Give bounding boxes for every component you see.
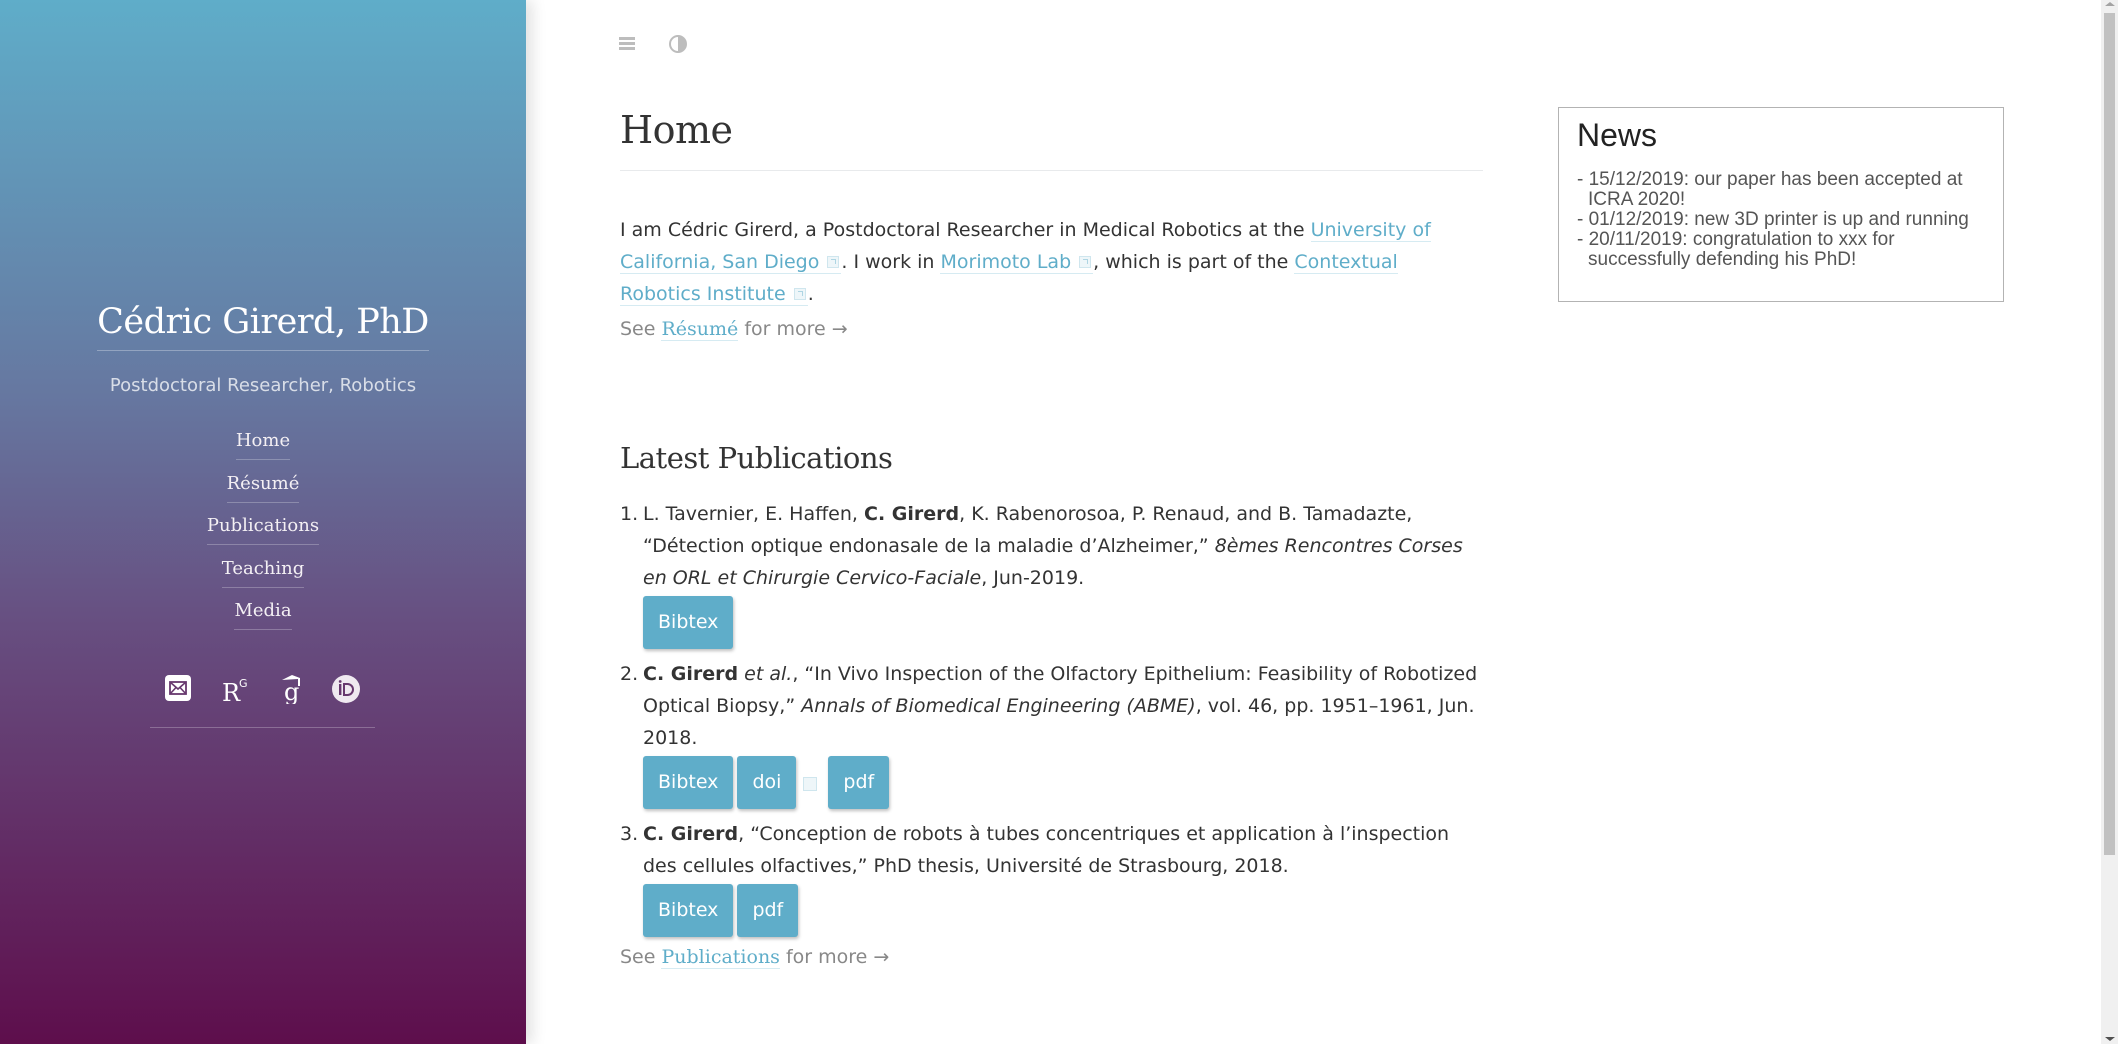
social-links bbox=[150, 671, 375, 728]
sidebar bbox=[0, 0, 526, 1044]
see-publications bbox=[620, 946, 889, 968]
see-resume bbox=[620, 318, 848, 340]
publication-item bbox=[620, 498, 1483, 649]
site-subtitle: Postdoctoral Researcher, Robotics bbox=[109, 375, 417, 396]
for-more-text: for more → bbox=[779, 946, 890, 968]
svg-text:R: R bbox=[222, 679, 241, 704]
researchgate-icon[interactable] bbox=[221, 674, 251, 704]
sidebar-item-media[interactable] bbox=[0, 598, 526, 641]
authors: L. Tavernier, E. Haffen, bbox=[643, 503, 864, 525]
menu-icon[interactable] bbox=[618, 34, 638, 54]
external-link-icon bbox=[794, 288, 806, 300]
scroll-up-arrow-icon[interactable] bbox=[2105, 2, 2115, 6]
for-more-text: for more → bbox=[738, 318, 848, 340]
pub-date: , Jun-2019. bbox=[981, 567, 1085, 589]
site-title[interactable]: Cédric Girerd, PhD bbox=[97, 302, 429, 351]
morimoto-lab-link-text[interactable]: Morimoto Lab bbox=[940, 251, 1072, 273]
nav-label[interactable]: Teaching bbox=[222, 556, 305, 588]
intro-text: I am Cédric Girerd, a Postdoctoral Researcher in Medical Robotics at the bbox=[620, 219, 1311, 241]
contrast-icon[interactable] bbox=[668, 34, 688, 54]
svg-text:G: G bbox=[239, 677, 248, 690]
nav-label[interactable]: Publications bbox=[207, 513, 319, 545]
sidebar-item-home[interactable] bbox=[0, 428, 526, 471]
pdf-button[interactable]: pdf bbox=[737, 884, 798, 937]
bibtex-button[interactable]: Bibtex bbox=[643, 596, 733, 649]
publication-actions bbox=[643, 756, 1483, 809]
pdf-button[interactable]: pdf bbox=[828, 756, 889, 809]
venue: Annals of Biomedical Engineering (ABME) bbox=[801, 695, 1196, 717]
publications-link[interactable]: Publications bbox=[661, 946, 780, 968]
item-number: 2. bbox=[620, 663, 639, 685]
intro-text: . I work in bbox=[841, 251, 941, 273]
item-number: 1. bbox=[620, 503, 639, 525]
publication-actions bbox=[643, 596, 1483, 649]
news-box bbox=[1558, 107, 2004, 302]
venue: 8èmes Rencontres Corses en ORL et Chirurgie Cervico-Faciale bbox=[643, 535, 1463, 589]
publication-actions bbox=[643, 884, 1483, 937]
nav-label[interactable]: Media bbox=[234, 598, 291, 630]
pub-title: , “Conception de robots à tubes concentriques et application à l’inspection des cellules olfactives,” PhD thesis, Université de Strasbourg, 2018. bbox=[643, 823, 1450, 877]
scrollbar-thumb[interactable] bbox=[2104, 13, 2115, 855]
cri-link-text[interactable]: Contextual Robotics Institute bbox=[620, 251, 1398, 305]
email-icon[interactable] bbox=[164, 674, 194, 704]
nav-label[interactable]: Résumé bbox=[227, 471, 300, 503]
item-number: 3. bbox=[620, 823, 639, 845]
site-title-wrap bbox=[0, 302, 526, 351]
external-link-icon bbox=[1079, 256, 1091, 268]
intro-text: , which is part of the bbox=[1093, 251, 1295, 273]
news-item: - 15/12/2019: our paper has been accepted at ICRA 2020! bbox=[1577, 169, 1963, 210]
sidebar-item-publications[interactable] bbox=[0, 513, 526, 556]
publication-list bbox=[620, 498, 1483, 946]
see-text: See bbox=[620, 946, 662, 968]
et-al: et al. bbox=[744, 663, 793, 685]
google-scholar-icon[interactable] bbox=[278, 674, 308, 704]
pub-date: , vol. 46, pp. 1951–1961, Jun. 2018. bbox=[643, 695, 1475, 749]
news-list bbox=[1577, 170, 1987, 270]
sidebar-item-resume[interactable] bbox=[0, 471, 526, 514]
intro-text: . bbox=[807, 283, 814, 305]
scrollbar[interactable] bbox=[2101, 0, 2118, 1044]
author-highlight: C. Girerd bbox=[643, 823, 739, 845]
doi-button[interactable]: doi bbox=[737, 756, 796, 809]
orcid-icon[interactable] bbox=[331, 674, 361, 704]
author-highlight: C. Girerd bbox=[864, 503, 960, 525]
see-text: See bbox=[620, 318, 662, 340]
latest-publications-heading: Latest Publications bbox=[620, 441, 893, 475]
sidebar-nav bbox=[0, 428, 526, 641]
nav-label[interactable]: Home bbox=[236, 428, 290, 460]
news-title: News bbox=[1577, 117, 1658, 153]
external-link-icon bbox=[827, 256, 839, 268]
intro-paragraph bbox=[620, 214, 1483, 310]
bibtex-button[interactable]: Bibtex bbox=[643, 884, 733, 937]
news-item: - 01/12/2019: new 3D printer is up and running bbox=[1577, 209, 1969, 230]
resume-link[interactable]: Résumé bbox=[661, 318, 739, 340]
publication-item bbox=[620, 658, 1483, 809]
pub-title: , K. Rabenorosoa, P. Renaud, and B. Tamadazte, “Détection optique endonasale de la maladie d’Alzheimer,” bbox=[643, 503, 1413, 557]
external-link-icon bbox=[803, 777, 817, 791]
scroll-down-arrow-icon[interactable] bbox=[2105, 1037, 2115, 1041]
ucsd-link-text[interactable]: University of California, San Diego bbox=[620, 219, 1431, 273]
morimoto-lab-link[interactable] bbox=[940, 251, 1093, 274]
sidebar-item-teaching[interactable] bbox=[0, 556, 526, 599]
news-item: - 20/11/2019: congratulation to xxx for successfully defending his PhD! bbox=[1577, 229, 1895, 270]
bibtex-button[interactable]: Bibtex bbox=[643, 756, 733, 809]
publication-item bbox=[620, 818, 1483, 937]
page-title: Home bbox=[620, 108, 1483, 171]
author-highlight: C. Girerd bbox=[643, 663, 739, 685]
svg-text:g: g bbox=[284, 678, 300, 704]
pub-title: , “In Vivo Inspection of the Olfactory Epithelium: Feasibility of Robotized Optical Biopsy,” bbox=[643, 663, 1478, 717]
